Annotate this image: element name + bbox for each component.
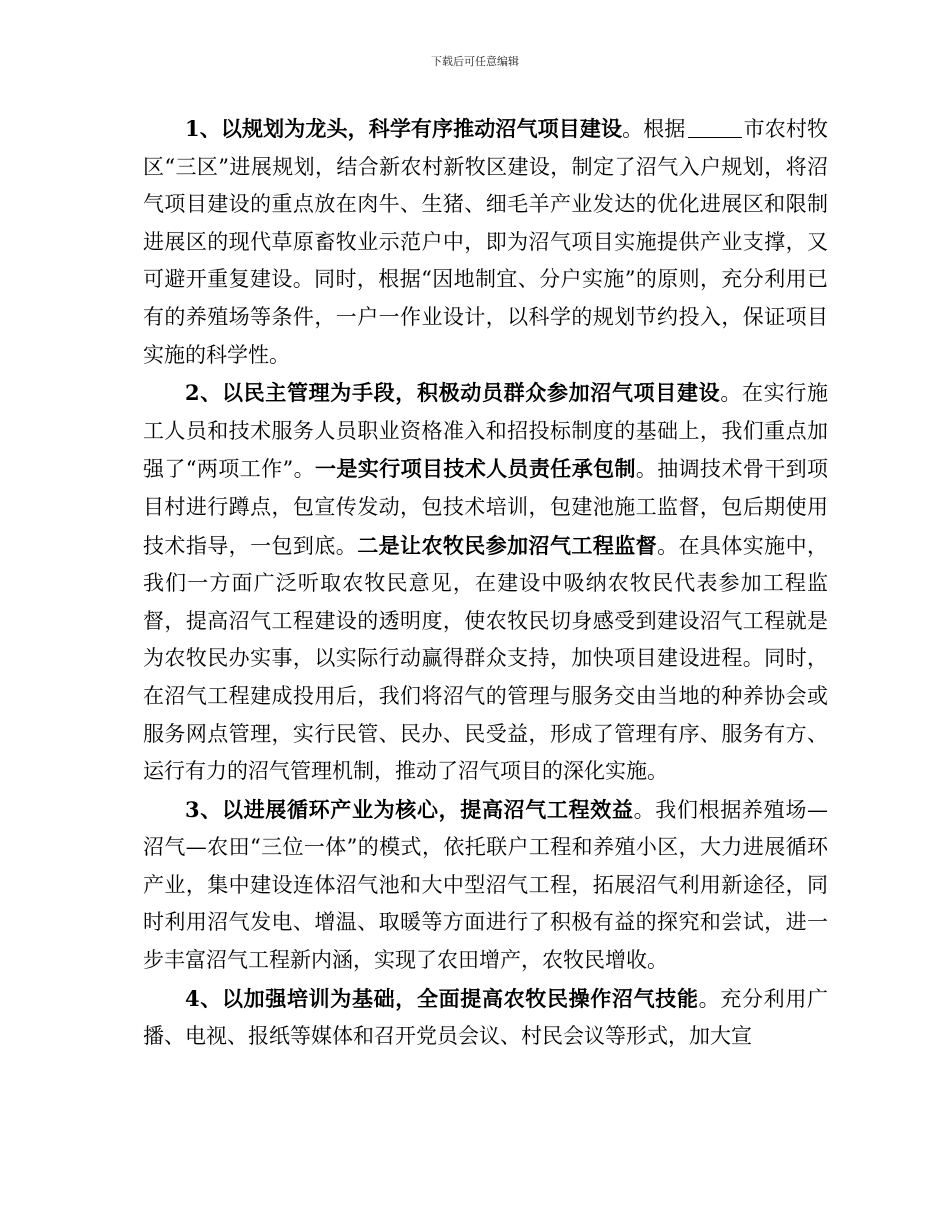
paragraph-4 (143, 980, 828, 1056)
paragraph-2-text-3: 。在具体实施中，我们一方面广泛听取农牧民意见，在建设中吸纳农牧民代表参加工程监督，提高沼气工程建设的透明度，使农牧民切身感受到建设沼气工程就是为农牧民办实事，以实际行动赢得群众支持，加快项目建设进程。同时，在沼气工程建成投用后，我们将沼气的管理与服务交由当地的种养协会或服务网点管理，实行民管、民办、民受益，形成了管理有序、服务有方、运行有力的沼气管理机制，推动了沼气项目的深化实施。 (143, 533, 829, 784)
paragraph-2-subheading-2: 二是让农牧民参加沼气工程监督 (357, 532, 658, 558)
paragraph-1-heading: 1、以规划为龙头，科学有序推动沼气项目建设 (185, 116, 623, 141)
paragraph-3-heading: 3、以进展循环产业为核心，提高沼气工程效益 (185, 796, 634, 822)
paragraph-4-heading: 4、以加强培训为基础，全面提高农牧民操作沼气技能 (185, 985, 699, 1011)
paragraph-1-text-before-blank: 。根据 (622, 117, 686, 141)
paragraph-1-text: 市农村牧区“三区”进展规划，结合新农村新牧区建设，制定了沼气入户规划，将沼气项目建设的重点放在肉牛、生猪、细毛羊产业发达的优化进展区和限制进展区的现代草原畜牧业示范户中，即为沼气项目实施提供产业支撑，又可避开重复建设。同时，根据“因地制宜、分户实施”的原则，充分利用已有的养殖场等条件，一户一作业设计，以科学的规划节约投入，保证项目实施的科学性。 (143, 117, 829, 367)
paragraph-3 (143, 791, 828, 980)
paragraph-3-text: 。我们根据养殖场—沼气—农田“三位一体”的模式，依托联户工程和养殖小区，大力进展循环产业，集中建设连体沼气池和大中型沼气工程，拓展沼气利用新途径，同时利用沼气发电、增温、取暖等方面进行了积极有益的探究和尝试，进一步丰富沼气工程新内涵，实现了农田增产，农牧民增收。 (143, 797, 828, 973)
paragraph-2-text-2: 。抽调技术骨干到项目村进行蹲点，包宣传发动，包技术培训，包建池施工监督，包后期使用技术指导，一包到底。 (143, 457, 829, 558)
paragraph-4-text: 。充分利用广播、电视、报纸等媒体和召开党员会议、村民会议等形式，加大宣 (143, 986, 828, 1049)
paragraph-2-heading: 2、以民主管理为手段，积极动员群众参加沼气项目建设 (185, 380, 721, 406)
paragraph-2-subheading-1: 一是实行项目技术人员责任承包制 (315, 456, 636, 482)
paragraph-2-text-1: 。在实行施工人员和技术服务人员职业资格准入和招投标制度的基础上，我们重点加强了“两项工作”。 (143, 381, 828, 482)
fill-in-blank (688, 116, 742, 138)
paragraph-2 (143, 374, 828, 791)
page-header: 下载后可任意编辑 (431, 55, 519, 68)
document-body (143, 110, 828, 1056)
paragraph-1 (143, 110, 828, 374)
